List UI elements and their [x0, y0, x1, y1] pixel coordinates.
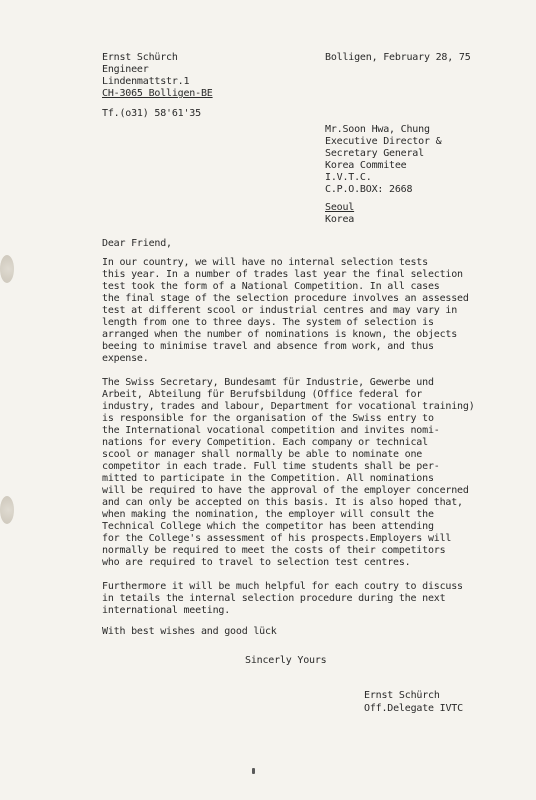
- letter-date: Bolligen, February 28, 75: [325, 52, 471, 63]
- sender-title: Engineer: [102, 64, 149, 75]
- paragraph2-line: when making the nomination, the employer will consult the: [102, 509, 434, 520]
- paragraph1-line: test at different scool or industrial centres and may vary in: [102, 305, 458, 316]
- salutation: Dear Friend,: [102, 238, 172, 249]
- signature-role: Off.Delegate IVTC: [364, 703, 463, 714]
- paragraph1-line: this year. In a number of trades last year the final selection: [102, 269, 463, 280]
- paragraph3-line: international meeting.: [102, 605, 231, 616]
- sender-city: CH-3065 Bolligen-BE: [102, 88, 213, 99]
- paragraph2-line: nations for every Competition. Each company or technical: [102, 437, 428, 448]
- paragraph3-line: in tetails the internal selection procedure during the next: [102, 593, 446, 604]
- ink-mark: [252, 768, 255, 774]
- recipient-country: Korea: [325, 214, 355, 225]
- sender-phone: Tf.(o31) 58'61'35: [102, 108, 201, 119]
- paragraph2-line: industry, trades and labour, Department for vocational training): [102, 401, 475, 412]
- paragraph2-line: is responsible for the organisation of the Swiss entry to: [102, 413, 434, 424]
- paragraph3-line: Furthermore it will be much helpful for each coutry to discuss: [102, 581, 463, 592]
- paragraph2-line: who are required to travel to selection test centres.: [102, 557, 411, 568]
- paragraph2-line: normally be required to meet the costs of their competitors: [102, 545, 446, 556]
- recipient-line: C.P.O.BOX: 2668: [325, 184, 413, 195]
- recipient-line: Korea Commitee: [325, 160, 407, 171]
- paragraph2-line: competitor in each trade. Full time students shall be per-: [102, 461, 440, 472]
- sender-street: Lindenmattstr.1: [102, 76, 190, 87]
- closing-wishes: With best wishes and good lück: [102, 626, 277, 637]
- closing-sincerely: Sincerly Yours: [245, 655, 327, 666]
- paragraph2-line: will be required to have the approval of the employer concerned: [102, 485, 469, 496]
- paragraph2-line: and can only be accepted on this basis. It is also hoped that,: [102, 497, 463, 508]
- paragraph1-line: beeing to minimise travel and absence from work, and thus: [102, 341, 434, 352]
- paragraph2-line: for the College's assessment of his prospects.Employers will: [102, 533, 452, 544]
- paragraph2-line: scool or manager shall normally be able to nominate one: [102, 449, 423, 460]
- recipient-line: Mr.Soon Hwa, Chung: [325, 124, 430, 135]
- punch-hole: [0, 496, 14, 524]
- paragraph2-line: Arbeit, Abteilung für Berufsbildung (Office federal for: [102, 389, 423, 400]
- paragraph1-line: test took the form of a National Competition. In all cases: [102, 281, 440, 292]
- paragraph1-line: expense.: [102, 353, 149, 364]
- signature-name: Ernst Schürch: [364, 690, 440, 701]
- recipient-line: Executive Director &: [325, 136, 442, 147]
- paragraph1-line: length from one to three days. The system of selection is: [102, 317, 434, 328]
- paragraph2-line: Technical College which the competitor has been attending: [102, 521, 434, 532]
- recipient-city: Seoul: [325, 202, 355, 213]
- punch-hole: [0, 255, 14, 283]
- paragraph2-line: mitted to participate in the Competition. All nominations: [102, 473, 434, 484]
- recipient-line: Secretary General: [325, 148, 424, 159]
- paragraph1-line: arranged when the number of nominations is known, the objects: [102, 329, 458, 340]
- recipient-line: I.V.T.C.: [325, 172, 372, 183]
- paragraph1-line: the final stage of the selection procedure involves an assessed: [102, 293, 469, 304]
- sender-name: Ernst Schürch: [102, 52, 178, 63]
- paragraph2-line: The Swiss Secretary, Bundesamt für Industrie, Gewerbe und: [102, 377, 434, 388]
- paragraph1-line: In our country, we will have no internal selection tests: [102, 257, 428, 268]
- paragraph2-line: the International vocational competition and invites nomi-: [102, 425, 440, 436]
